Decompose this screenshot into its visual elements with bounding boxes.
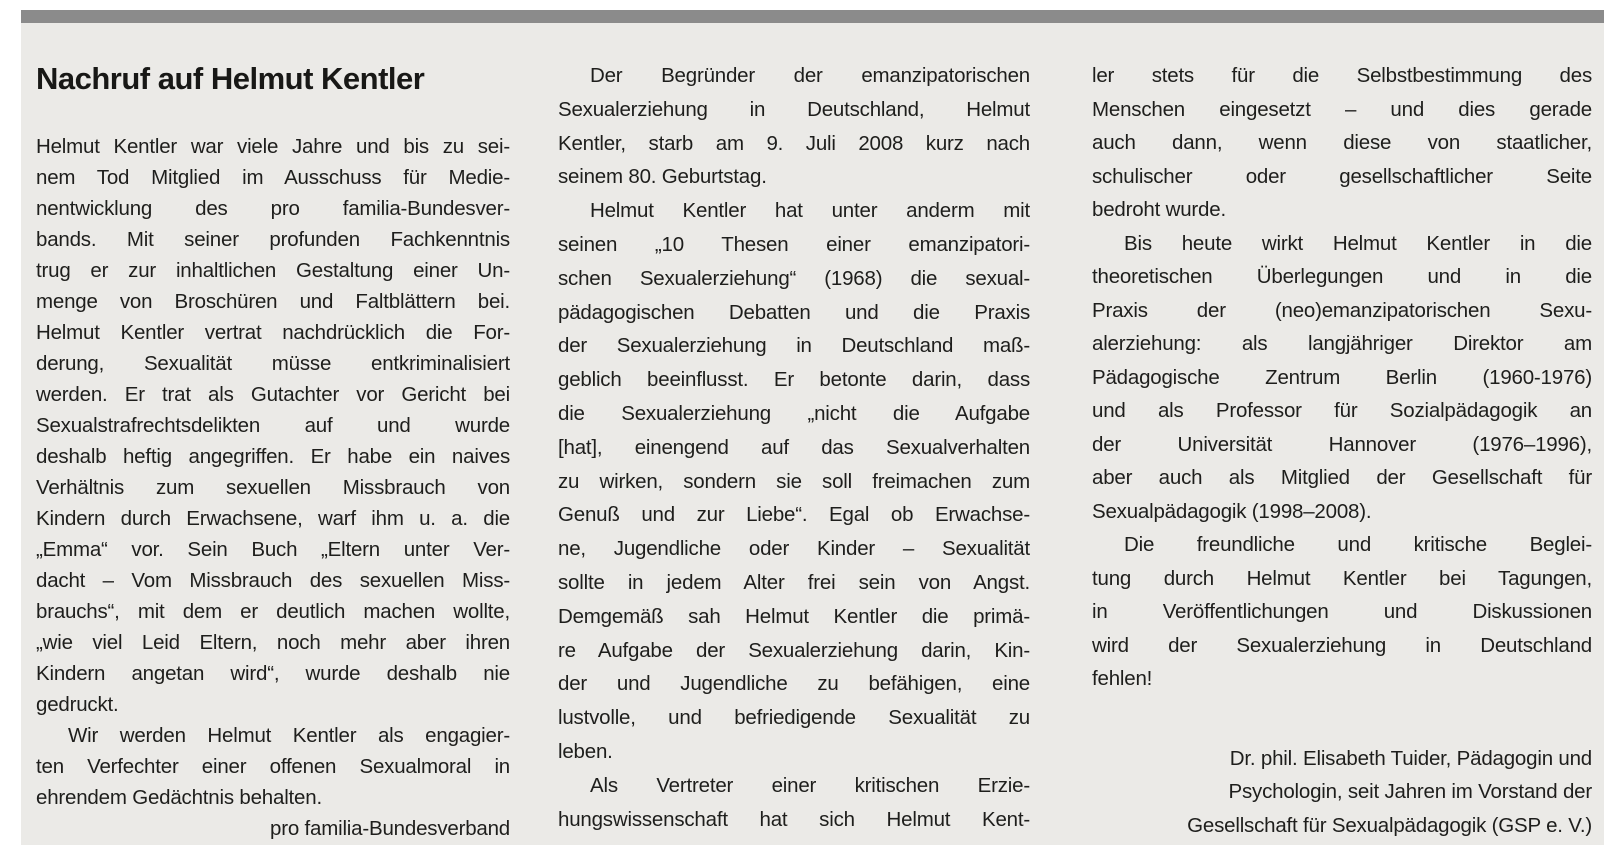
text-line: ler stets für die Selbstbestimmung des [1092,64,1592,87]
text-line: Als Vertreter einer kritischen Erzie- [590,773,1030,797]
text-line: wird der Sexualerziehung in Deutschland [1092,633,1592,657]
paragraph [1092,59,1592,227]
text-line: bands. Mit seiner profunden Fachkenntnis [36,228,510,251]
text-line: ehrendem Gedächtnis behalten. [36,786,322,809]
text-line: auch dann, wenn diese von staatlicher, [1092,131,1592,154]
text-line: und als Professor für Sozialpädagogik an [1092,399,1592,422]
text-line: der Sexualerziehung in Deutschland maß- [558,334,1030,358]
text-line: fehlen! [1092,667,1153,690]
signature [1092,742,1592,843]
text-line: leben. [558,739,613,763]
text-line: die Sexualerziehung „nicht die Aufgabe [558,401,1030,425]
text-line: „wie viel Leid Eltern, noch mehr aber ihren [36,631,510,654]
paragraph [1092,227,1592,529]
text-line: derung, Sexualität müsse entkriminalisiert [36,352,510,375]
text-line: pro familia-Bundesverband [270,817,510,840]
text-line: Sexualstrafrechtsdelikten auf und wurde [36,414,510,437]
text-line: Kindern angetan wird“, wurde deshalb nie [36,662,510,685]
text-line: dacht – Vom Missbrauch des sexuellen Miss- [36,569,510,592]
text-line: bedroht wurde. [1092,198,1226,221]
article-page [21,23,1604,845]
text-line: Verhältnis zum sexuellen Missbrauch von [36,476,510,499]
text-line: schulischer oder gesellschaftlicher Seite [1092,164,1592,188]
text-line: Praxis der (neo)emanzipatorischen Sexu- [1092,298,1592,322]
text-line: in Veröffentlichungen und Diskussionen [1092,600,1592,623]
text-line: geblich beeinflusst. Er betonte darin, dass [558,368,1030,392]
text-line: re Aufgabe der Sexualerziehung darin, Kin- [558,638,1030,662]
text-line: gedruckt. [36,693,119,716]
text-line: seinen „10 Thesen einer emanzipatori- [558,232,1030,256]
text-line: Genuß und zur Liebe“. Egal ob Erwachse- [558,503,1030,527]
text-line: Sexualpädagogik (1998–2008). [1092,499,1372,523]
text-line: Dr. phil. Elisabeth Tuider, Pädagogin und [1229,746,1592,770]
paragraph [558,59,1030,194]
text-line: [hat], einengend auf das Sexualverhalten [558,435,1030,459]
paragraph [36,720,510,813]
text-line: Psychologin, seit Jahren im Vorstand der [1228,780,1592,803]
text-line: schen Sexualerziehung“ (1968) die sexual- [558,266,1030,290]
text-line: aber auch als Mitglied der Gesellschaft für [1092,466,1592,489]
article-columns [21,23,1604,844]
text-line: nem Tod Mitglied im Ausschuss für Medie- [36,166,510,189]
text-line: sollte in jedem Alter frei sein von Angst. [558,570,1030,594]
text-line: tung durch Helmut Kentler bei Tagungen, [1092,566,1592,590]
article-column-2 [558,59,1030,844]
text-line: Der Begründer der emanzipatorischen [590,64,1030,87]
paragraph [558,194,1030,769]
top-divider-bar [21,10,1604,23]
text-line: brauchs“, mit dem er deutlich machen wollte, [36,600,510,623]
text-line: hungswissenschaft hat sich Helmut Kent- [558,807,1030,831]
text-line: werden. Er trat als Gutachter vor Gericht bei [36,383,510,406]
text-line: zu wirken, sondern sie soll freimachen zum [558,469,1030,493]
text-line: Gesellschaft für Sexualpädagogik (GSP e. V.) [1187,813,1592,837]
text-line: Kentler, starb am 9. Juli 2008 kurz nach [558,131,1030,155]
text-line: seinem 80. Geburtstag. [558,165,767,189]
text-line: trug er zur inhaltlichen Gestaltung einer Un- [36,259,510,282]
text-line: Helmut Kentler vertrat nachdrücklich die For- [36,321,510,344]
text-line: Wir werden Helmut Kentler als engagier- [68,724,510,747]
text-line: der Universität Hannover (1976–1996), [1092,432,1592,456]
article-title: Nachruf auf Helmut Kentler [36,61,425,96]
text-line: pädagogischen Debatten und die Praxis [558,300,1030,324]
text-line: nentwicklung des pro familia-Bundesver- [36,197,510,220]
text-line: Demgemäß sah Helmut Kentler die primä- [558,604,1030,628]
paragraph [36,131,510,720]
text-line: Die freundliche und kritische Beglei- [1124,533,1592,556]
byline [36,813,510,844]
text-line: Menschen eingesetzt – und dies gerade [1092,97,1592,121]
paragraph [1092,528,1592,696]
text-line: Helmut Kentler war viele Jahre und bis zu sei- [36,135,510,158]
text-line: theoretischen Überlegungen und in die [1092,265,1592,288]
text-line: ne, Jugendliche oder Kinder – Sexualität [558,537,1030,561]
text-line: Helmut Kentler hat unter anderm mit [590,199,1030,223]
text-line: lustvolle, und befriedigende Sexualität zu [558,706,1030,730]
text-line: Sexualerziehung in Deutschland, Helmut [558,97,1030,121]
text-line: Kindern durch Erwachsene, warf ihm u. a. die [36,507,510,530]
text-line: alerziehung: als langjähriger Direktor am [1092,332,1592,355]
paragraph [558,769,1030,837]
text-line: deshalb heftig angegriffen. Er habe ein naives [36,445,510,468]
text-line: Bis heute wirkt Helmut Kentler in die [1124,231,1592,255]
article-column-3 [1092,59,1592,844]
text-line: der und Jugendliche zu befähigen, eine [558,672,1030,696]
text-line: menge von Broschüren und Faltblättern bei. [36,290,510,313]
text-line: Pädagogische Zentrum Berlin (1960-1976) [1092,365,1592,389]
text-line: „Emma“ vor. Sein Buch „Eltern unter Ver- [36,538,510,561]
article-column-1 [36,59,510,844]
text-line: ten Verfechter einer offenen Sexualmoral in [36,755,510,778]
